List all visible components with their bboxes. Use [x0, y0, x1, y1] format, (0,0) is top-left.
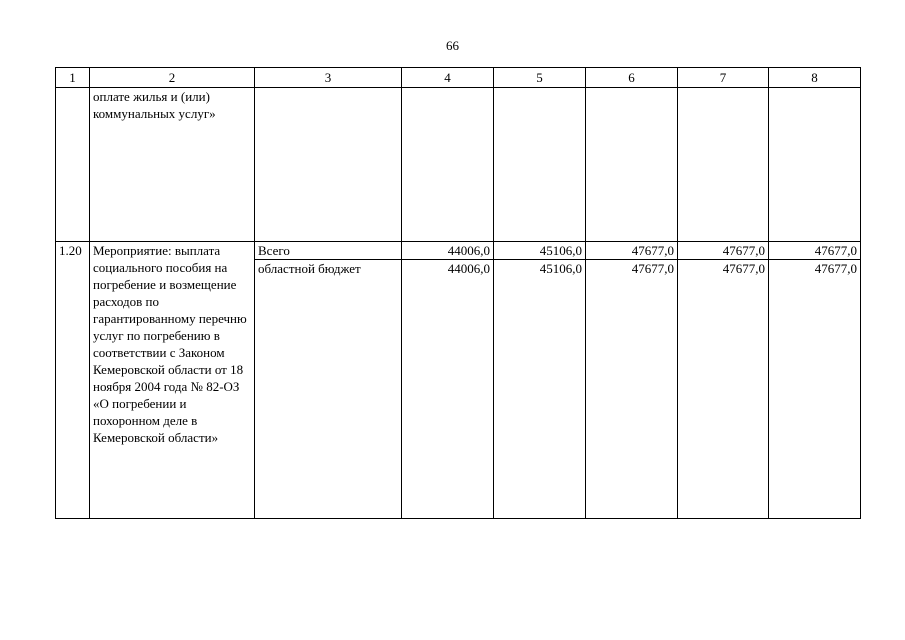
- header-cell-1: 1: [56, 68, 90, 88]
- continuation-value-cell: [586, 88, 678, 242]
- continuation-number-cell: [56, 88, 90, 242]
- continuation-value-cell: [402, 88, 494, 242]
- total-value-col7: 47677,0: [678, 242, 769, 260]
- budget-table: [55, 67, 861, 519]
- regional-value-col4: 44006,0: [402, 260, 494, 519]
- page-number: 66: [446, 38, 459, 53]
- continuation-value-cell: [678, 88, 769, 242]
- header-cell-2: 2: [90, 68, 255, 88]
- header-cell-3: 3: [255, 68, 402, 88]
- item-number-cell: 1.20: [56, 242, 90, 519]
- item-description-cell: Мероприятие: выплата социального пособия на погребение и возмещение расходов по гарантированному перечню услуг по погребению в соответствии с Законом Кемеровской области от 18 ноября 2004 года № 82-ОЗ «О погребении и похоронном деле в Кемеровской области»: [90, 242, 255, 519]
- header-cell-8: 8: [769, 68, 861, 88]
- header-cell-5: 5: [494, 68, 586, 88]
- regional-value-col7: 47677,0: [678, 260, 769, 519]
- continuation-description-cell: оплате жилья и (или) коммунальных услуг»: [90, 88, 255, 242]
- total-value-col4: 44006,0: [402, 242, 494, 260]
- header-cell-4: 4: [402, 68, 494, 88]
- header-cell-6: 6: [586, 68, 678, 88]
- regional-value-col8: 47677,0: [769, 260, 861, 519]
- header-row: [56, 68, 861, 88]
- continuation-row: [56, 88, 861, 242]
- total-value-col5: 45106,0: [494, 242, 586, 260]
- total-value-col6: 47677,0: [586, 242, 678, 260]
- regional-value-col6: 47677,0: [586, 260, 678, 519]
- continuation-value-cell: [494, 88, 586, 242]
- header-cell-7: 7: [678, 68, 769, 88]
- continuation-value-cell: [769, 88, 861, 242]
- continuation-source-cell: [255, 88, 402, 242]
- regional-value-col5: 45106,0: [494, 260, 586, 519]
- total-row: [56, 242, 861, 260]
- regional-source-cell: областной бюджет: [255, 260, 402, 519]
- total-value-col8: 47677,0: [769, 242, 861, 260]
- total-source-cell: Всего: [255, 242, 402, 260]
